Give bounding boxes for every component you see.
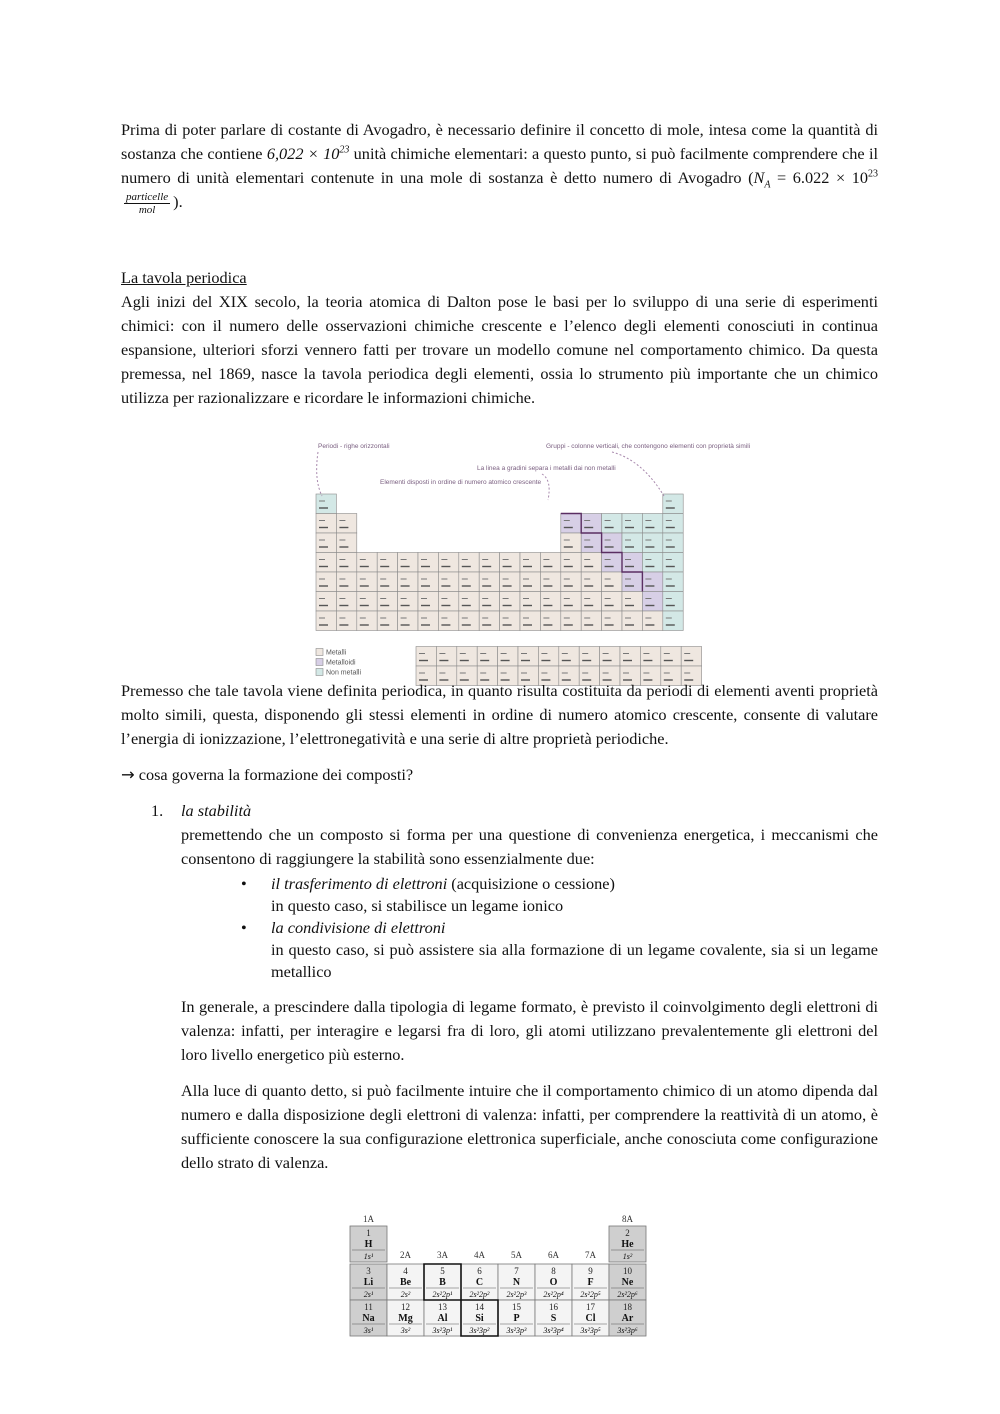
element-cell: [663, 611, 683, 631]
element-cell: [540, 611, 560, 631]
element-cell: [398, 611, 418, 631]
element-cell: [622, 572, 642, 592]
annotation-linea: La linea a gradini separa i metalli dai non metalli: [477, 465, 616, 472]
element-symbol: Ne: [621, 1277, 634, 1288]
paragraph-periodica: Premesso che tale tavola viene definita periodica, in quanto risulta costituita da periodi di elementi aventi proprietà molto simili, questa, disponendo gli stessi elementi in ordine di numero atomico crescente, consente di valutare l’energia di ionizzazione, l’elettronegatività e una serie di altre proprietà periodiche.: [121, 681, 878, 748]
atomic-number: 5: [440, 1266, 445, 1276]
element-cell: [602, 533, 622, 553]
atomic-number: 4: [403, 1266, 408, 1276]
element-cell: [377, 611, 397, 631]
leader-line: [612, 452, 664, 496]
element-cell: [377, 572, 397, 592]
element-cell: [316, 514, 336, 534]
arrow-icon: →: [121, 765, 135, 784]
list-item: [151, 799, 878, 823]
group-header: 4A: [474, 1250, 485, 1260]
element-cell: [357, 611, 377, 631]
element-cell: [520, 611, 540, 631]
question-text: cosa governa la formazione dei composti?: [134, 765, 414, 784]
atomic-number: 12: [401, 1302, 410, 1312]
electron-config: 2s²: [400, 1290, 411, 1299]
atomic-number: 11: [364, 1302, 373, 1312]
element-cell: [398, 553, 418, 573]
element-cell: [438, 553, 458, 573]
element-cell: [459, 592, 479, 612]
element-symbol: N: [512, 1277, 521, 1288]
element-cell: [477, 647, 497, 667]
element-cell: [663, 533, 683, 553]
list-item-title: la stabilità: [181, 801, 252, 820]
atomic-number: 9: [588, 1266, 593, 1276]
element-symbol: B: [439, 1277, 446, 1288]
element-cell: [622, 611, 642, 631]
element-cell: [561, 611, 581, 631]
element-cell: [661, 647, 681, 667]
bullet-item: [241, 917, 878, 983]
element-cell: [357, 572, 377, 592]
element-cell: [459, 553, 479, 573]
element-symbol: Li: [363, 1277, 374, 1288]
group-header: 1A: [363, 1214, 374, 1224]
element-cell: [398, 572, 418, 592]
electron-config: 3s²3p⁴: [543, 1326, 564, 1335]
element-cell: [518, 647, 538, 667]
bullet-text: in questo caso, si stabilisce un legame ionico: [271, 896, 564, 915]
element-cell: [681, 647, 701, 667]
atomic-number: 16: [549, 1302, 558, 1312]
question-line: [121, 763, 878, 787]
atomic-number: 13: [438, 1302, 447, 1312]
element-symbol: Mg: [398, 1313, 413, 1324]
element-cell: [561, 572, 581, 592]
element-cell: [540, 592, 560, 612]
formula-eq-exponent: 23: [868, 168, 879, 180]
annotation-ordine: Elementi disposti in ordine di numero atomico crescente: [380, 479, 542, 486]
element-cell: [561, 553, 581, 573]
element-cell: [418, 611, 438, 631]
group-header: 6A: [548, 1250, 559, 1260]
element-cell: [559, 647, 579, 667]
element-cell: [336, 514, 356, 534]
element-cell: [500, 553, 520, 573]
element-cell: [316, 533, 336, 553]
annotation-gruppi: Gruppi - colonne verticali, che contengono elementi con proprietà simili: [546, 443, 751, 450]
element-cell: [479, 553, 499, 573]
formula-number: [267, 144, 350, 163]
atomic-number: 15: [512, 1302, 521, 1312]
fraction-denominator: mol: [138, 203, 156, 216]
element-cell: [642, 611, 662, 631]
text: ).: [173, 192, 183, 211]
periodic-table-figure: [312, 440, 751, 677]
element-cell: [561, 514, 581, 534]
leader-line: [542, 474, 549, 500]
element-cell: [640, 647, 660, 667]
electron-config: 2s²2p¹: [432, 1290, 453, 1299]
element-symbol: Si: [475, 1313, 484, 1324]
atomic-number: 3: [366, 1266, 371, 1276]
electron-config: 2s¹: [363, 1290, 374, 1299]
element-cell: [479, 611, 499, 631]
element-cell: [357, 553, 377, 573]
formula-eq: = 6.022 × 10: [770, 168, 869, 187]
element-cell: [418, 553, 438, 573]
legend-swatch: [316, 659, 323, 666]
list-number: 1.: [151, 801, 164, 820]
element-cell: [620, 647, 640, 667]
document-body: [121, 118, 878, 410]
element-symbol: Ar: [621, 1313, 634, 1324]
atomic-number: 6: [477, 1266, 482, 1276]
legend-label: Metalli: [326, 649, 347, 657]
element-cell: [663, 553, 683, 573]
element-cell: [500, 611, 520, 631]
paragraph-valenza: In generale, a prescindere dalla tipologia di legame formato, è previsto il coinvolgimento degli elettroni di valenza: infatti, per interagire e legarsi fra di loro, gli atomi utilizzano prevalentemente gli elettroni del loro livello energetico più esterno.: [181, 997, 878, 1064]
atomic-number: 1: [366, 1228, 371, 1238]
bullet-item: [241, 873, 878, 917]
electron-config: 3s²3p²: [469, 1326, 490, 1335]
element-cell: [663, 514, 683, 534]
element-cell: [581, 553, 601, 573]
bullet-text: in questo caso, si può assistere sia alla formazione di un legame covalente, sia si un legame metallico: [271, 940, 878, 981]
element-cell: [520, 553, 540, 573]
element-symbol: S: [550, 1313, 557, 1324]
element-cell: [561, 533, 581, 553]
element-cell: [418, 592, 438, 612]
element-cell: [316, 592, 336, 612]
element-cell: [316, 611, 336, 631]
element-cell: [642, 533, 662, 553]
element-symbol: Be: [399, 1277, 412, 1288]
element-symbol: Al: [437, 1313, 448, 1324]
electron-config: 3s²: [400, 1326, 411, 1335]
electron-config: 1s¹: [363, 1252, 374, 1261]
text: unità chimiche elementari: a questo punto, si può facilmente comprendere che il numero di unità elementari contenute in una mole di sostanza è detto numero di Avogadro (: [121, 144, 879, 187]
element-cell: [642, 592, 662, 612]
element-symbol: O: [549, 1277, 558, 1288]
atomic-number: 10: [623, 1266, 632, 1276]
element-cell: [520, 592, 540, 612]
fraction: [124, 191, 170, 216]
element-cell: [642, 553, 662, 573]
element-cell: [663, 592, 683, 612]
element-cell: [459, 611, 479, 631]
element-cell: [336, 533, 356, 553]
element-cell: [316, 553, 336, 573]
element-cell: [602, 514, 622, 534]
element-cell: [316, 572, 336, 592]
element-cell: [459, 572, 479, 592]
element-cell: [561, 592, 581, 612]
atomic-number: 18: [623, 1302, 632, 1312]
element-cell: [579, 647, 599, 667]
electron-config: 3s²3p¹: [432, 1326, 453, 1335]
electron-config: 1s²: [622, 1252, 633, 1261]
element-symbol: Na: [362, 1313, 375, 1324]
formula-base: 6,022 × 10: [266, 144, 340, 163]
legend-label: Metalloidi: [326, 659, 356, 667]
electron-config: 2s²2p⁵: [580, 1290, 601, 1299]
text: Prima di poter parlare di costante di Avogadro, è necessario definire il concetto di mole, intesa come la quantità di sostanza che contiene: [121, 120, 878, 163]
element-cell: [581, 611, 601, 631]
element-cell: [316, 494, 336, 514]
electron-config: 3s²3p⁵: [580, 1326, 601, 1335]
element-cell: [642, 514, 662, 534]
paragraph-configurazione: Alla luce di quanto detto, si può facilmente intuire che il comportamento chimico di un atomo dipenda dal numero e dalla disposizione degli elettroni di valenza: infatti, per comprendere la reattività di un atomo, è sufficiente conoscere la sua configurazione elettronica superficiale, anche conosciuta come configurazione dello strato di valenza.: [181, 1081, 878, 1172]
electron-config: 2s²2p²: [469, 1290, 490, 1299]
atomic-number: 17: [586, 1302, 595, 1312]
element-cell: [438, 611, 458, 631]
group-header: 2A: [400, 1250, 411, 1260]
element-cell: [581, 533, 601, 553]
fraction-numerator: particelle: [126, 190, 169, 203]
element-cell: [602, 611, 622, 631]
element-cell: [622, 514, 642, 534]
element-symbol: He: [621, 1239, 634, 1250]
legend-swatch: [316, 669, 323, 676]
element-cell: [479, 592, 499, 612]
element-cell: [540, 572, 560, 592]
valence-table-figure: [346, 1214, 652, 1348]
element-cell: [336, 611, 356, 631]
section-heading: La tavola periodica: [121, 267, 247, 287]
element-cell: [602, 592, 622, 612]
element-symbol: C: [475, 1277, 484, 1288]
electron-config: 3s¹: [363, 1326, 374, 1335]
element-cell: [418, 572, 438, 592]
element-cell: [416, 647, 436, 667]
element-cell: [336, 592, 356, 612]
element-cell: [377, 553, 397, 573]
element-cell: [336, 553, 356, 573]
element-cell: [398, 592, 418, 612]
element-symbol: F: [587, 1277, 594, 1288]
numbered-list: [151, 799, 878, 1175]
element-cell: [336, 572, 356, 592]
annotation-periodi: Periodi - righe orizzontali: [318, 443, 390, 450]
paragraph-tavola: Agli inizi del XIX secolo, la teoria atomica di Dalton pose le basi per lo sviluppo di una serie di esperimenti chimici: con il numero delle osservazioni chimiche crescente e l’elenco degli elementi conosciuti in continua espansione, ulteriori sforzi vennero fatti per trovare un modello comune nel comportamento chimico. Da questa premessa, nel 1869, nasce la tavola periodica degli elementi, ossia lo strumento più importante che un chimico utilizza per razionalizzare e ricordare le informazioni chimiche.: [121, 291, 878, 407]
bullet-title: la condivisione di elettroni: [271, 918, 446, 937]
element-cell: [600, 647, 620, 667]
bullet-title: il trasferimento di elettroni: [271, 874, 448, 893]
atomic-number: 2: [625, 1228, 630, 1238]
element-cell: [622, 592, 642, 612]
bullet-icon: •: [241, 918, 247, 937]
element-cell: [438, 592, 458, 612]
element-cell: [500, 592, 520, 612]
group-header: 7A: [585, 1250, 596, 1260]
electron-config: 3s²3p³: [506, 1326, 527, 1335]
element-cell: [438, 572, 458, 592]
element-cell: [377, 592, 397, 612]
atomic-number: 14: [475, 1302, 484, 1312]
leader-line: [317, 452, 322, 496]
atomic-number: 8: [551, 1266, 556, 1276]
paragraph-avogadro: [121, 118, 878, 216]
electron-config: 3s²3p⁶: [617, 1326, 638, 1335]
element-cell: [663, 494, 683, 514]
element-cell: [581, 514, 601, 534]
formula-exponent: 23: [339, 144, 350, 156]
electron-config: 2s²2p⁴: [543, 1290, 564, 1299]
element-cell: [540, 553, 560, 573]
element-cell: [498, 647, 518, 667]
document-body-2: [121, 679, 878, 1175]
atomic-number: 7: [514, 1266, 519, 1276]
formula-na-sub: A: [764, 179, 771, 191]
legend-label: Non metalli: [326, 669, 362, 677]
element-cell: [538, 647, 558, 667]
electron-config: 2s²2p³: [506, 1290, 527, 1299]
element-cell: [581, 592, 601, 612]
element-cell: [581, 572, 601, 592]
element-cell: [457, 647, 477, 667]
element-cell: [520, 572, 540, 592]
element-cell: [602, 572, 622, 592]
element-cell: [622, 553, 642, 573]
list-item-text: premettendo che un composto si forma per una questione di convenienza energetica, i meccanismi che consentono di raggiungere la stabilità sono essenzialmente due:: [181, 825, 878, 868]
element-cell: [602, 553, 622, 573]
bullet-icon: •: [241, 874, 247, 893]
group-header: 5A: [511, 1250, 522, 1260]
group-header: 3A: [437, 1250, 448, 1260]
element-cell: [663, 572, 683, 592]
element-symbol: P: [513, 1313, 520, 1324]
formula-na: N: [753, 168, 765, 187]
element-cell: [357, 592, 377, 612]
element-cell: [479, 572, 499, 592]
group-header: 8A: [622, 1214, 633, 1224]
bullet-paren: (acquisizione o cessione): [447, 874, 615, 893]
electron-config: 2s²2p⁶: [617, 1290, 638, 1299]
element-symbol: Cl: [585, 1313, 596, 1324]
element-symbol: H: [364, 1239, 373, 1250]
element-cell: [436, 647, 456, 667]
legend-swatch: [316, 649, 323, 656]
element-cell: [622, 533, 642, 553]
element-cell: [642, 572, 662, 592]
element-cell: [500, 572, 520, 592]
